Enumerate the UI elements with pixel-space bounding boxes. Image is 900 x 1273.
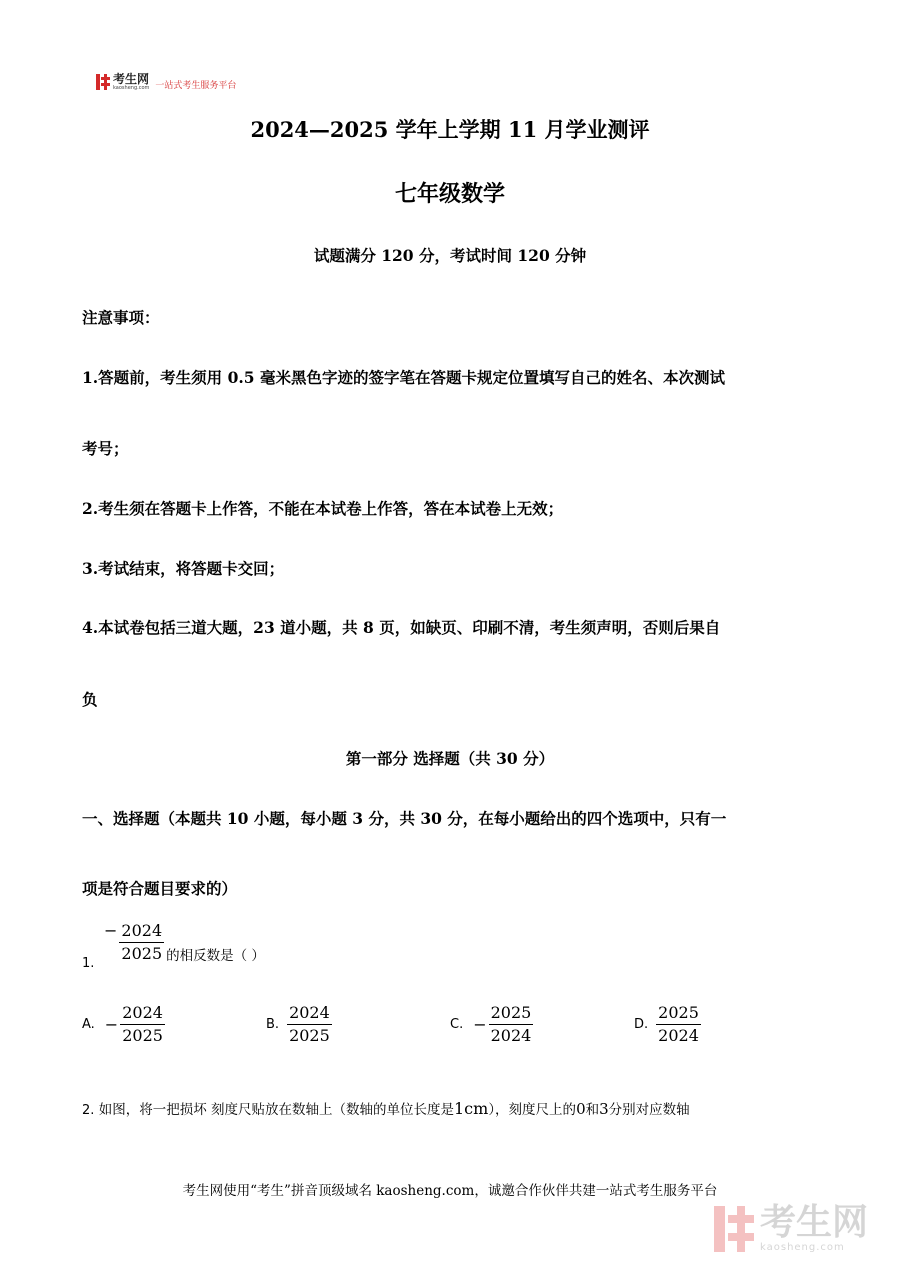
q1-suffix: 的相反数是（ ） xyxy=(166,948,265,964)
note-item: 3.考试结束，将答题卡交回； xyxy=(82,559,285,578)
q1-fraction: $\frac{2024}{2025}$ xyxy=(121,920,163,963)
logo-icon xyxy=(96,74,110,90)
note-item: 负 xyxy=(82,690,98,709)
option-c[interactable]: C. − $\frac{2025}{2024}$ xyxy=(450,1003,532,1045)
option-b[interactable]: B. $\frac{2024}{2025}$ xyxy=(266,1003,330,1045)
watermark-name: 考生网 xyxy=(760,1202,869,1243)
logo-domain: kaosheng.com xyxy=(113,84,150,91)
section-instruction-cont: 项是符合题目要求的） xyxy=(82,879,238,898)
notes-heading: 注意事项： xyxy=(82,308,160,327)
option-d[interactable]: D. $\frac{2025}{2024}$ xyxy=(634,1003,699,1045)
watermark-domain: kaosheng.com xyxy=(760,1242,845,1253)
note-item: 1.答题前，考生须用 0.5 毫米黑色字迹的签字笔在答题卡规定位置填写自己的姓名、本次测试 xyxy=(82,368,725,387)
logo-slogan: 一站式考生服务平台 xyxy=(155,81,237,91)
watermark-logo xyxy=(714,1202,869,1253)
note-item: 考号； xyxy=(82,439,129,458)
part-heading: 第一部分 选择题（共 30 分） xyxy=(345,749,555,768)
q1-stem xyxy=(104,920,265,964)
option-a[interactable]: A. − $\frac{2024}{2025}$ xyxy=(82,1003,163,1045)
exam-info: 试题满分 120 分，考试时间 120 分钟 xyxy=(313,246,587,265)
q2-stem: 2. 如图，将一把损坏 刻度尺贴放在数轴上（数轴的单位长度是1cm），刻度尺上的0和3分别对应数轴 xyxy=(82,1099,690,1118)
exam-title: 2024—2025 学年上学期 11 月学业测评 xyxy=(250,117,650,142)
brand-logo xyxy=(96,72,236,91)
note-item: 2.考生须在答题卡上作答，不能在本试卷上作答，答在本试卷上无效； xyxy=(82,499,564,518)
page-footer: 考生网使用“考生”拼音顶级域名 kaosheng.com，诚邀合作伙伴共建一站式考生服务平台 xyxy=(182,1183,718,1199)
section-instruction: 一、选择题（本题共 10 小题，每小题 3 分，共 30 分，在每小题给出的四个选项中，只有一 xyxy=(82,809,727,828)
watermark-icon xyxy=(714,1206,754,1252)
note-item: 4.本试卷包括三道大题，23 道小题，共 8 页，如缺页、印刷不清，考生须声明，否则后果自 xyxy=(82,618,721,637)
q1-number: 1. xyxy=(82,956,95,971)
q2-number: 2. xyxy=(82,1103,95,1118)
minus-sign: − xyxy=(104,920,118,940)
logo-name: 考生网 xyxy=(113,71,150,86)
exam-subject: 七年级数学 xyxy=(394,181,505,207)
